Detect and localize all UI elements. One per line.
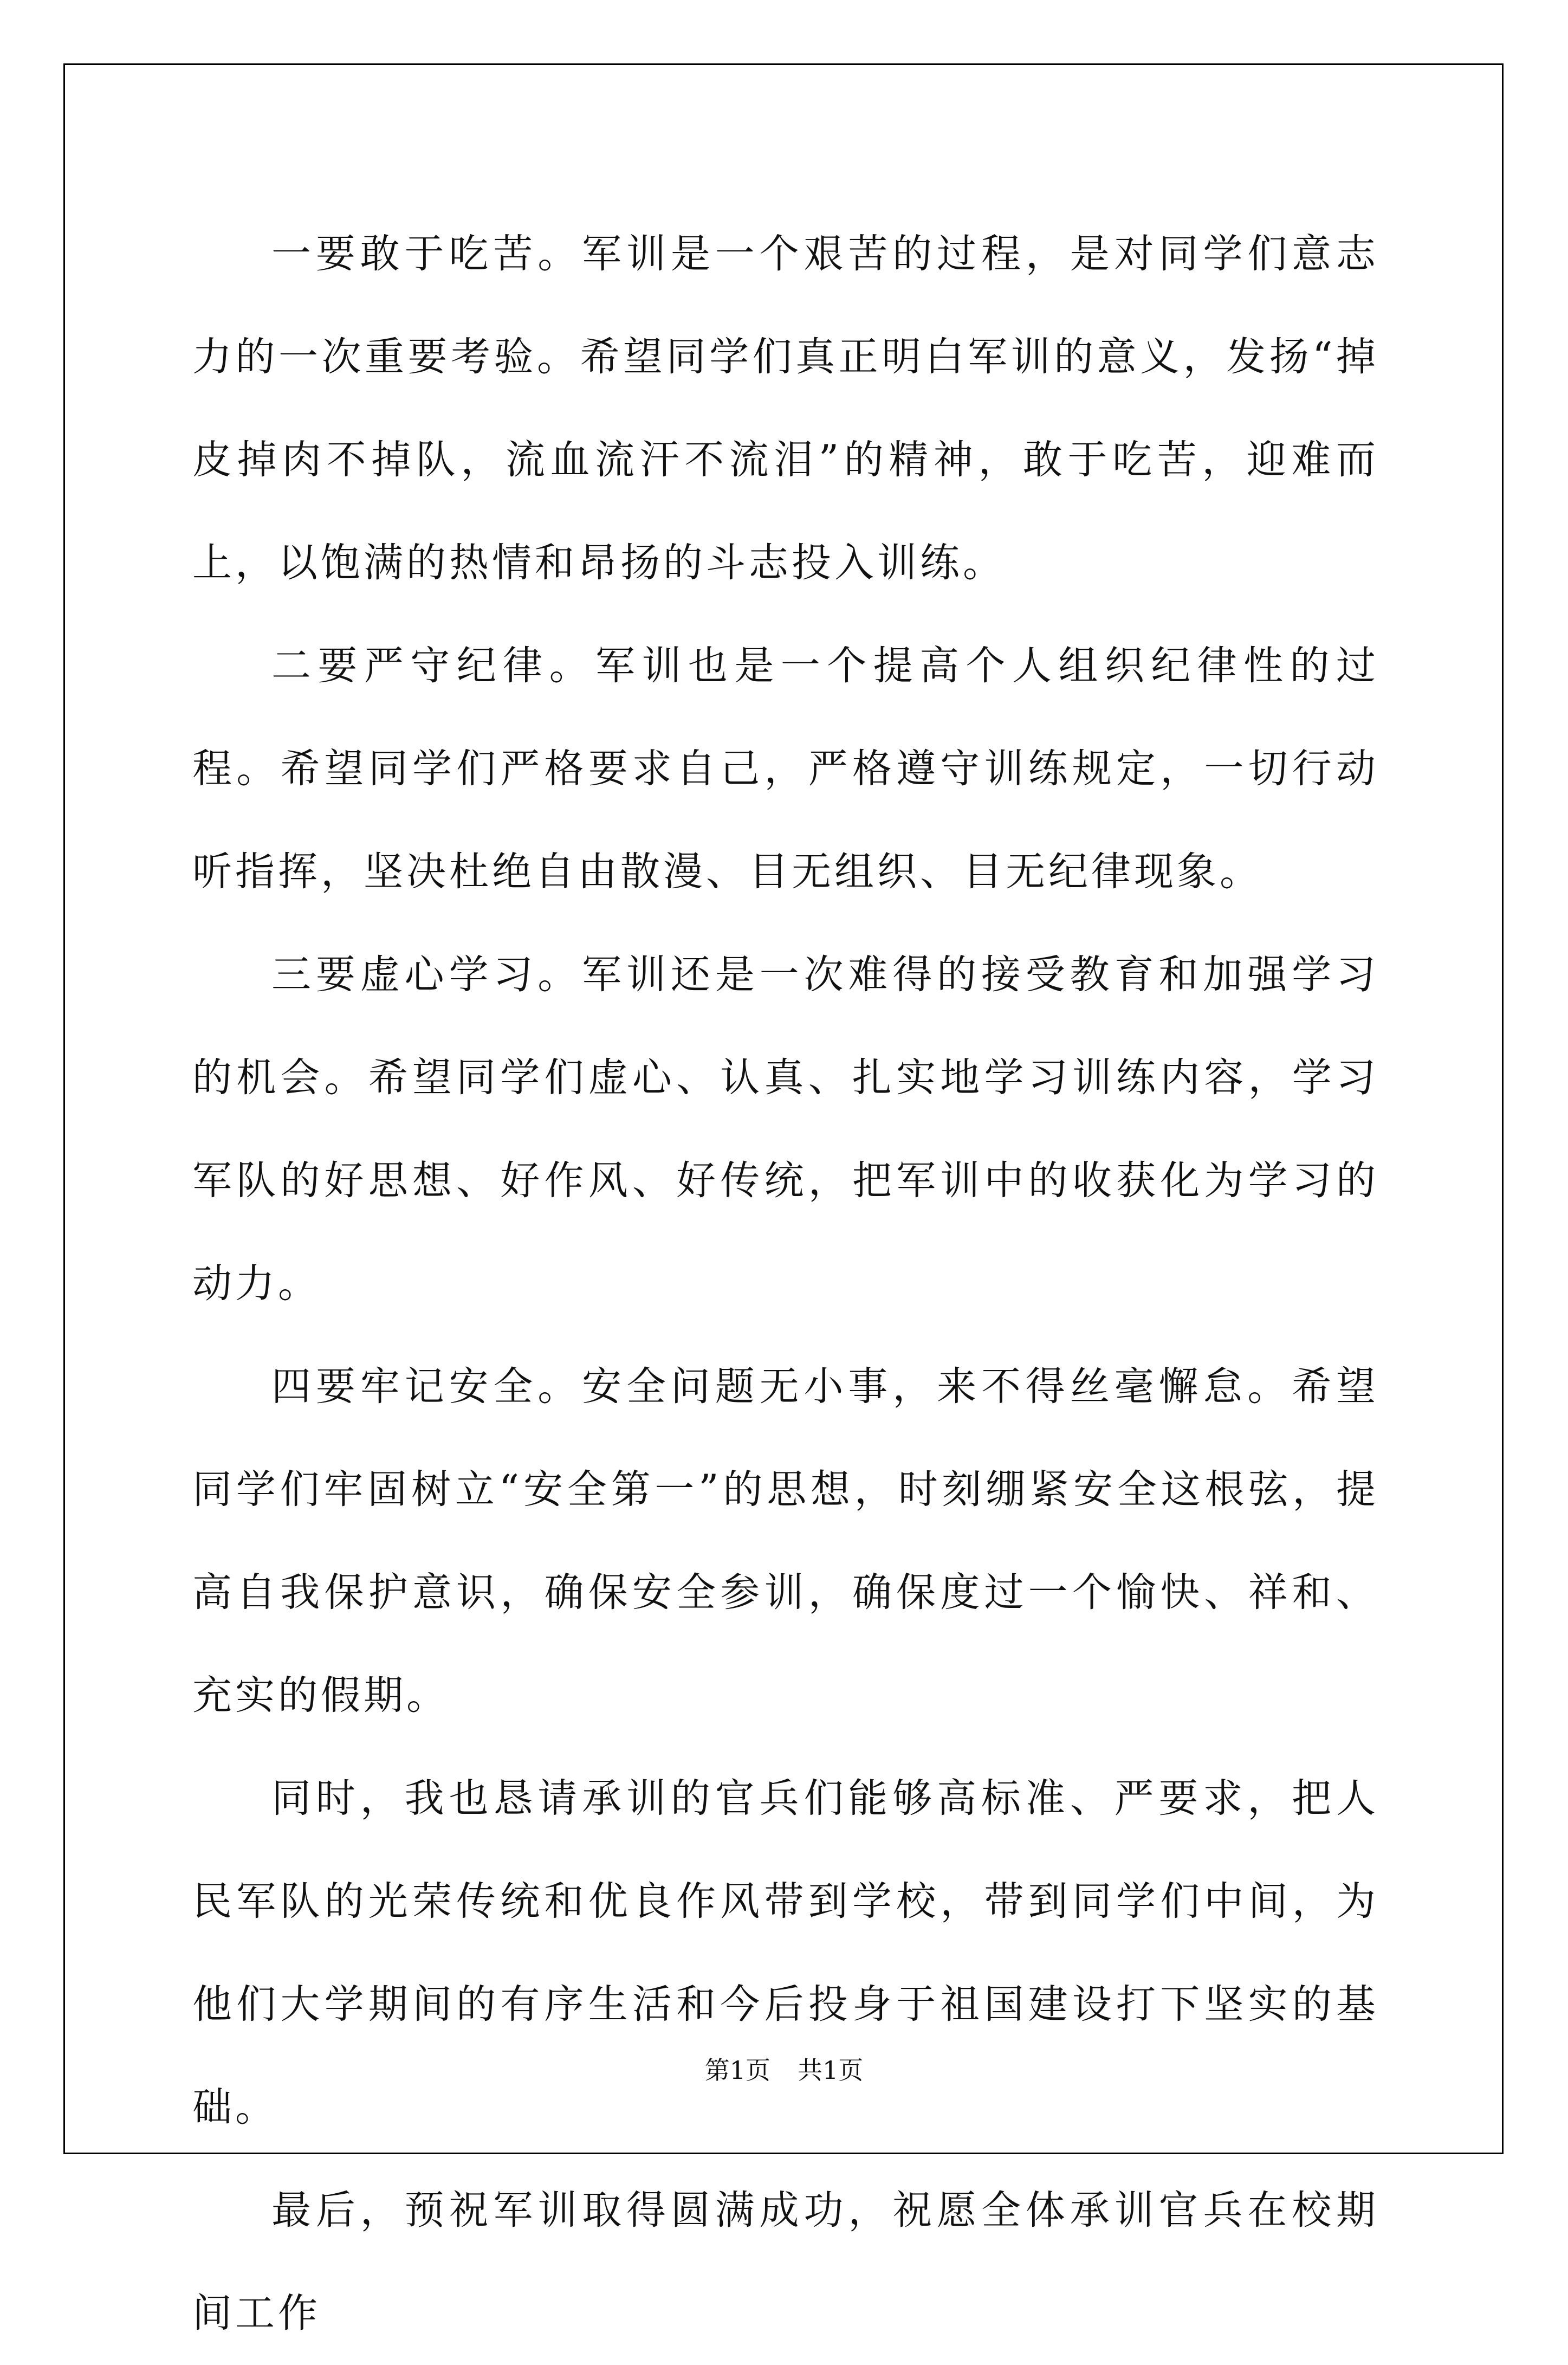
paragraph-1: 一要敢于吃苦。军训是一个艰苦的过程，是对同学们意志力的一次重要考验。希望同学们真正明白军训的意义，发扬“掉皮掉肉不掉队，流血流汗不流泪”的精神，敢于吃苦，迎难而上，以饱满的热情和昂扬的斗志投入训练。 [192,231,1379,586]
document-body [192,203,1379,2365]
paragraph-5: 同时，我也恳请承训的官兵们能够高标准、严要求，把人民军队的光荣传统和优良作风带到学校，带到同学们中间，为他们大学期间的有序生活和今后投身于祖国建设打下坚实的基础。 [192,1775,1379,2130]
page-total: 共1页 [798,2056,864,2085]
paragraph-4: 四要牢记安全。安全问题无小事，来不得丝毫懈怠。希望同学们牢固树立“安全第一”的思想，时刻绷紧安全这根弦，提高自我保护意识，确保安全参训，确保度过一个愉快、祥和、充实的假期。 [192,1364,1379,1718]
paragraph-6: 最后，预祝军训取得圆满成功，祝愿全体承训官兵在校期间工作 [192,2187,1379,2336]
paragraph-3: 三要虚心学习。军训还是一次难得的接受教育和加强学习的机会。希望同学们虚心、认真、扎实地学习训练内容，学习军队的好思想、好作风、好传统，把军训中的收获化为学习的动力。 [192,952,1379,1307]
paragraph-2: 二要严守纪律。军训也是一个提高个人组织纪律性的过程。希望同学们严格要求自己，严格遵守训练规定，一切行动听指挥，坚决杜绝自由散漫、目无组织、目无纪律现象。 [192,643,1379,895]
page-number: 第1页 [704,2056,770,2085]
page-footer [0,2054,1568,2086]
